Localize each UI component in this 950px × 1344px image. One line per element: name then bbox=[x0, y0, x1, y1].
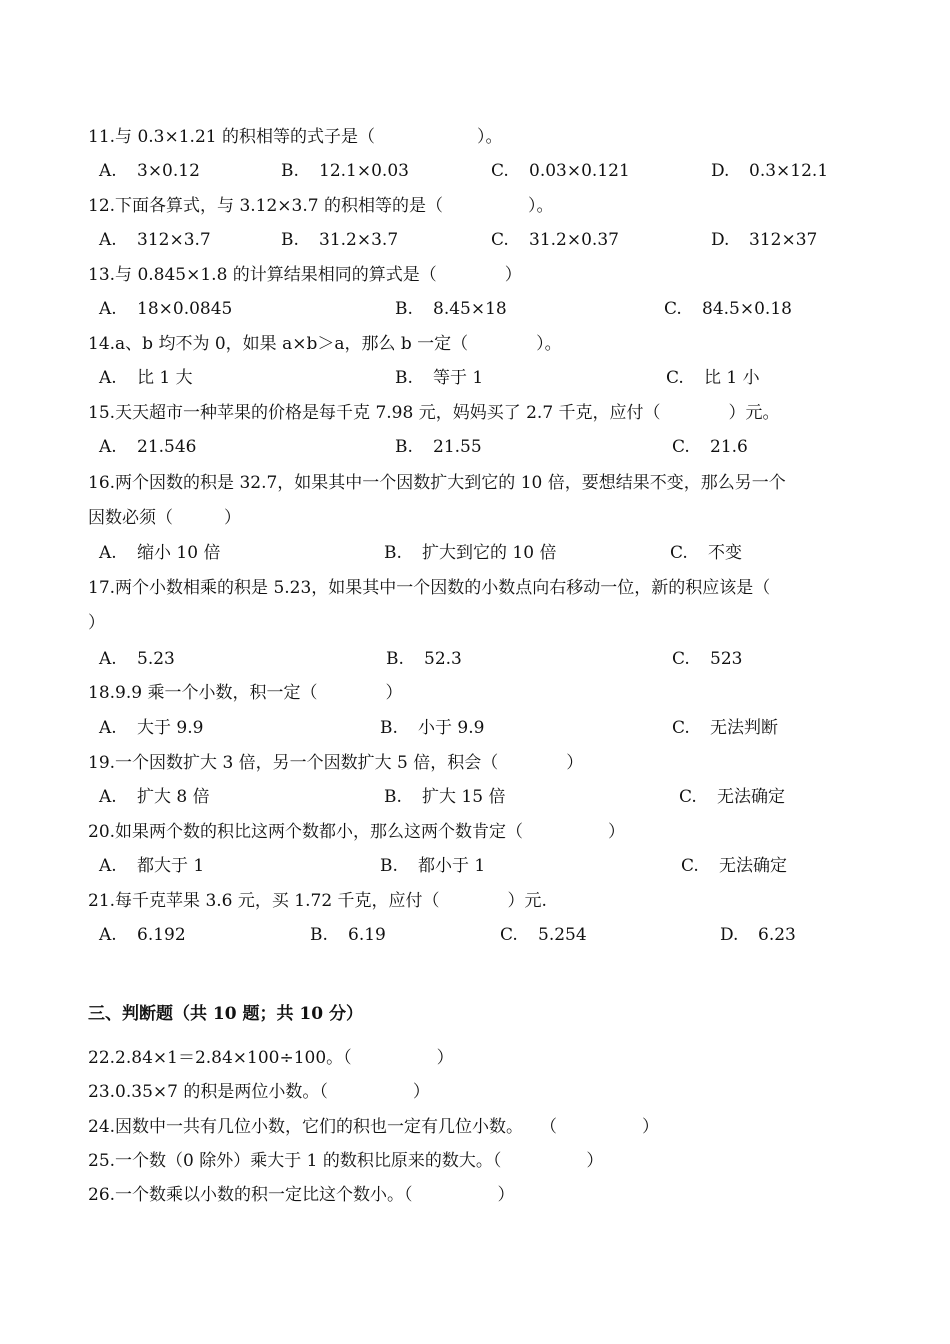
question-21-stem: 21.每千克苹果 3.6 元，买 1.72 千克，应付（ ）元. bbox=[88, 891, 547, 911]
q18-option-c: C. 无法判断 bbox=[672, 718, 778, 738]
judgment-item-24: 24.因数中一共有几位小数，它们的积也一定有几位小数。 （ ） bbox=[88, 1117, 660, 1137]
section-3-title: 三、判断题（共 10 题；共 10 分） bbox=[88, 1004, 363, 1024]
judgment-item-22: 22.2.84×1＝2.84×100÷100。（ ） bbox=[88, 1048, 454, 1068]
q13-option-a: A. 18×0.0845 bbox=[99, 299, 233, 319]
q11-option-a: A. 3×0.12 bbox=[99, 161, 200, 181]
q18-option-a: A. 大于 9.9 bbox=[99, 718, 204, 738]
question-12-stem: 12.下面各算式，与 3.12×3.7 的积相等的是（ ）。 bbox=[88, 196, 554, 216]
q17-option-a: A. 5.23 bbox=[99, 649, 175, 669]
q20-option-c: C. 无法确定 bbox=[681, 856, 787, 876]
q21-option-b: B. 6.19 bbox=[310, 925, 386, 945]
q16-option-b: B. 扩大到它的 10 倍 bbox=[384, 543, 557, 563]
q13-option-b: B. 8.45×18 bbox=[395, 299, 507, 319]
q16-option-a: A. 缩小 10 倍 bbox=[99, 543, 221, 563]
question-13-stem: 13.与 0.845×1.8 的计算结果相同的算式是（ ） bbox=[88, 265, 522, 285]
q18-option-b: B. 小于 9.9 bbox=[380, 718, 485, 738]
q12-option-a: A. 312×3.7 bbox=[99, 230, 211, 250]
q21-option-d: D. 6.23 bbox=[720, 925, 796, 945]
q21-option-a: A. 6.192 bbox=[99, 925, 186, 945]
q19-option-b: B. 扩大 15 倍 bbox=[384, 787, 506, 807]
q15-option-c: C. 21.6 bbox=[672, 437, 748, 457]
q11-option-c: C. 0.03×0.121 bbox=[491, 161, 630, 181]
q17-option-c: C. 523 bbox=[672, 649, 743, 669]
question-16-stem: 16.两个因数的积是 32.7，如果其中一个因数扩大到它的 10 倍，要想结果不变，那么另一个 bbox=[88, 473, 786, 493]
question-18-stem: 18.9.9 乘一个小数，积一定（ ） bbox=[88, 683, 403, 703]
q19-option-c: C. 无法确定 bbox=[679, 787, 785, 807]
q11-option-d: D. 0.3×12.1 bbox=[711, 161, 829, 181]
q15-option-b: B. 21.55 bbox=[395, 437, 482, 457]
q19-option-a: A. 扩大 8 倍 bbox=[99, 787, 210, 807]
question-20-stem: 20.如果两个数的积比这两个数都小，那么这两个数肯定（ ） bbox=[88, 822, 626, 842]
q11-option-b: B. 12.1×0.03 bbox=[281, 161, 409, 181]
q15-option-a: A. 21.546 bbox=[99, 437, 197, 457]
q12-option-c: C. 31.2×0.37 bbox=[491, 230, 619, 250]
q14-option-a: A. 比 1 大 bbox=[99, 368, 193, 388]
q12-option-d: D. 312×37 bbox=[711, 230, 818, 250]
q13-option-c: C. 84.5×0.18 bbox=[664, 299, 792, 319]
q17-option-b: B. 52.3 bbox=[386, 649, 462, 669]
question-19-stem: 19.一个因数扩大 3 倍，另一个因数扩大 5 倍，积会（ ） bbox=[88, 753, 584, 773]
q14-option-c: C. 比 1 小 bbox=[666, 368, 760, 388]
q20-option-a: A. 都大于 1 bbox=[99, 856, 205, 876]
judgment-item-25: 25.一个数（0 除外）乘大于 1 的数积比原来的数大。（ ） bbox=[88, 1151, 604, 1171]
judgment-item-23: 23.0.35×7 的积是两位小数。（ ） bbox=[88, 1082, 430, 1102]
question-17-stem: 17.两个小数相乘的积是 5.23，如果其中一个因数的小数点向右移动一位，新的积应该是（ bbox=[88, 578, 771, 598]
q20-option-b: B. 都小于 1 bbox=[380, 856, 486, 876]
question-14-stem: 14.a、b 均不为 0，如果 a×b＞a，那么 b 一定（ ）。 bbox=[88, 334, 562, 354]
q16-option-c: C. 不变 bbox=[670, 543, 742, 563]
q14-option-b: B. 等于 1 bbox=[395, 368, 484, 388]
question-11-stem: 11.与 0.3×1.21 的积相等的式子是（ ）。 bbox=[88, 127, 503, 147]
question-15-stem: 15.天天超市一种苹果的价格是每千克 7.98 元，妈妈买了 2.7 千克，应付（ ）元。 bbox=[88, 403, 780, 423]
question-16-stem-continued: 因数必须（ ） bbox=[88, 508, 241, 528]
judgment-item-26: 26.一个数乘以小数的积一定比这个数小。（ ） bbox=[88, 1185, 515, 1205]
question-17-stem-continued: ） bbox=[88, 613, 105, 633]
q12-option-b: B. 31.2×3.7 bbox=[281, 230, 399, 250]
q21-option-c: C. 5.254 bbox=[500, 925, 587, 945]
